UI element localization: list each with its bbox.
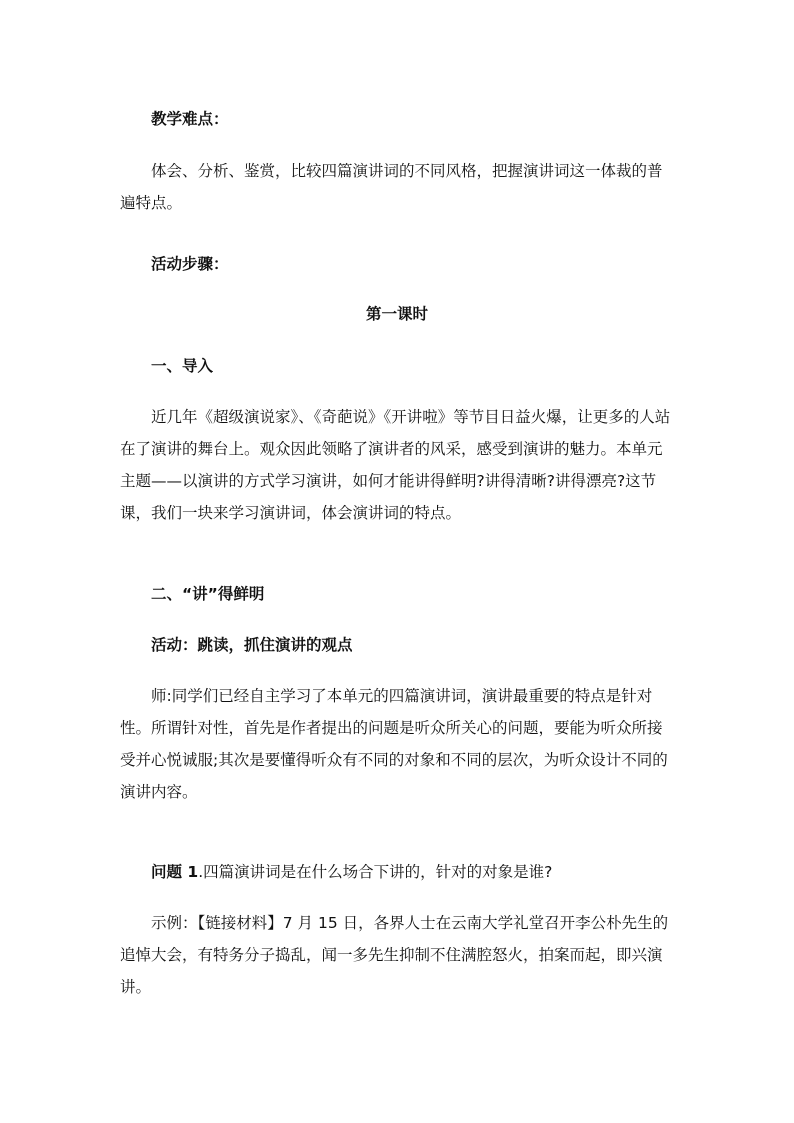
section-heading-clarity: 二、“讲”得鲜明 bbox=[151, 585, 265, 603]
paragraph-teaching-difficulty: 体会、分析、鉴赏，比较四篇演讲词的不同风格，把握演讲词这一体裁的普遍特点。 bbox=[120, 162, 663, 212]
question-1-label: 问题 1 bbox=[151, 863, 199, 881]
lesson-title: 第一课时 bbox=[365, 305, 428, 323]
question-1 bbox=[120, 856, 676, 888]
heading-activity-steps: 活动步骤： bbox=[151, 255, 229, 273]
activity-heading: 活动：跳读，抓住演讲的观点 bbox=[151, 636, 353, 654]
paragraph-teacher: 师:同学们已经自主学习了本单元的四篇演讲词，演讲最重要的特点是针对性。所谓针对性，首先是作者提出的问题是听众所关心的问题，要能为听众所接受并心悦诚服;其次是要懂得听众有不同的对象和不同的层次，为听众设计不同的演讲内容。 bbox=[120, 687, 668, 801]
paragraph-example: 示例：【链接材料】7 月 15 日，各界人士在云南大学礼堂召开李公朴先生的追悼大会，有特务分子捣乱，闻一多先生抑制不住满腔怒火，拍案而起，即兴演讲。 bbox=[120, 914, 669, 996]
question-1-text: .四篇演讲词是在什么场合下讲的，针对的对象是谁? bbox=[198, 863, 553, 881]
heading-teaching-difficulty: 教学难点： bbox=[151, 110, 229, 128]
paragraph-intro: 近几年《超级演说家》、《奇葩说》《开讲啦》等节目日益火爆，让更多的人站在了演讲的舞台上。观众因此领略了演讲者的风采，感受到演讲的魅力。本单元主题——以演讲的方式学习演讲，如何才能讲得鲜明?讲得清晰?讲得漂亮?这节课，我们一块来学习演讲词，体会演讲词的特点。 bbox=[120, 408, 671, 522]
section-heading-intro: 一、导入 bbox=[151, 357, 214, 375]
